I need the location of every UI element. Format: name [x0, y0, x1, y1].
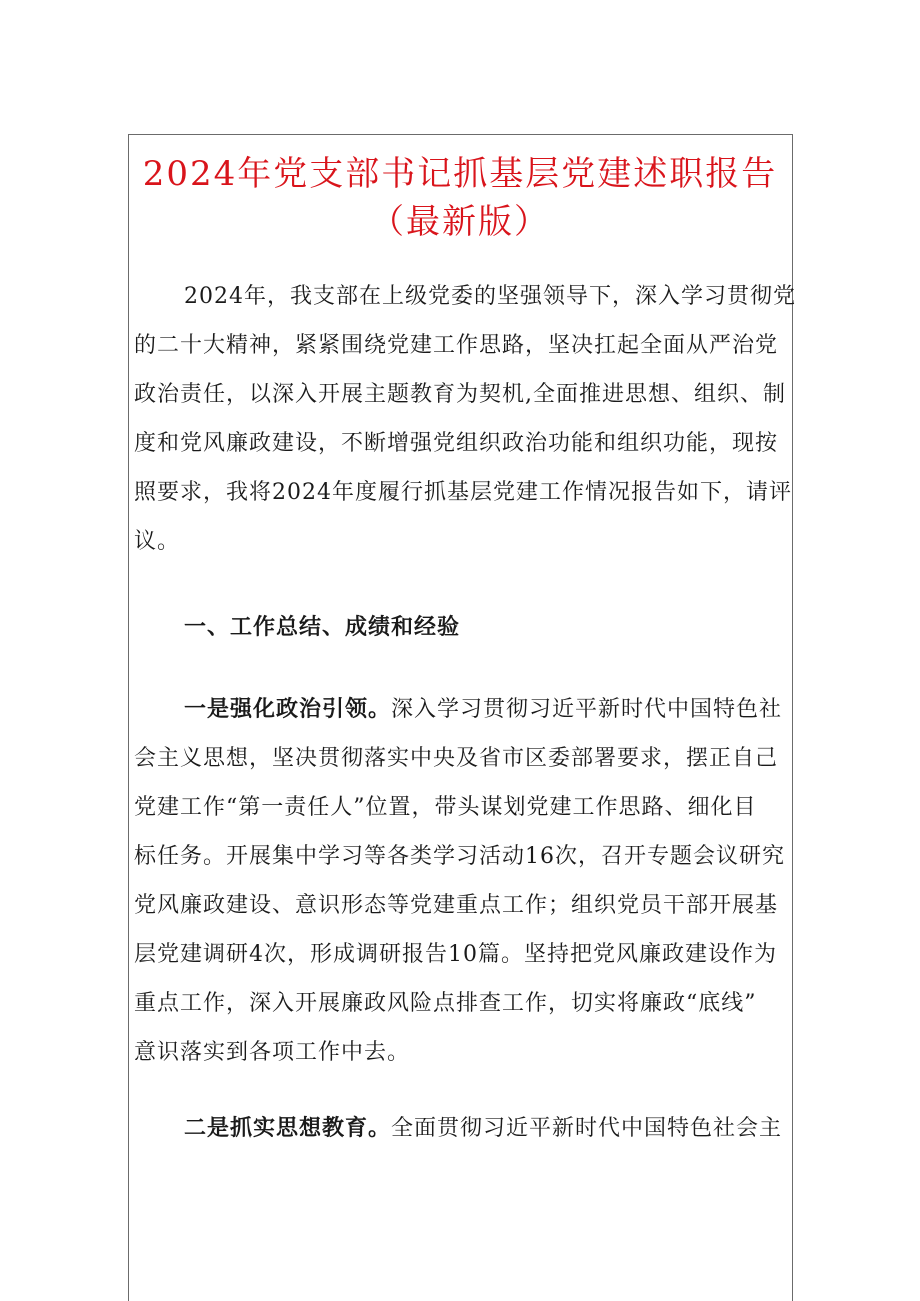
- point-one-line: 标任务。开展集中学习等各类学习活动16次，召开专题会议研究: [134, 844, 785, 869]
- point-one-lead: 一是强化政治引领。: [184, 697, 392, 722]
- point-two-lead: 二是抓实思想教育。: [184, 1116, 392, 1141]
- intro-line: 照要求，我将2024年度履行抓基层党建工作情况报告如下，请评: [134, 480, 792, 505]
- intro-line: 度和党风廉政建设，不断增强党组织政治功能和组织功能，现按: [134, 431, 779, 456]
- point-two-first-text: 全面贯彻习近平新时代中国特色社会主: [391, 1116, 783, 1141]
- point-one-line: 层党建调研4次，形成调研报告10篇。坚持把党风廉政建设作为: [134, 942, 777, 967]
- point-one-line: 意识落实到各项工作中去。: [134, 1040, 411, 1065]
- intro-line: 议。: [134, 529, 181, 554]
- document-subtitle: （最新版）: [370, 202, 550, 242]
- point-two-first-line: [184, 1104, 782, 1153]
- point-one-first-text: 深入学习贯彻习近平新时代中国特色社: [391, 697, 783, 722]
- point-one-line: 党建工作“第一责任人”位置，带头谋划党建工作思路、细化目: [134, 795, 757, 820]
- intro-line: 的二十大精神，紧紧围绕党建工作思路，坚决扛起全面从严治党: [134, 333, 779, 358]
- intro-line: 2024年，我支部在上级党委的坚强领导下，深入学习贯彻党: [184, 284, 796, 309]
- point-one-line: 重点工作，深入开展廉政风险点排查工作，切实将廉政“底线”: [134, 991, 757, 1016]
- section-heading: 一、工作总结、成绩和经验: [184, 615, 461, 640]
- document-title: 2024年党支部书记抓基层党建述职报告: [142, 154, 778, 194]
- point-one-line: 党风廉政建设、意识形态等党建重点工作；组织党员干部开展基: [134, 893, 779, 918]
- point-one-line: 会主义思想，坚决贯彻落实中央及省市区委部署要求，摆正自己: [134, 746, 779, 771]
- point-one-first-line: [184, 685, 782, 734]
- intro-line: 政治责任，以深入开展主题教育为契机,全面推进思想、组织、制: [134, 382, 786, 407]
